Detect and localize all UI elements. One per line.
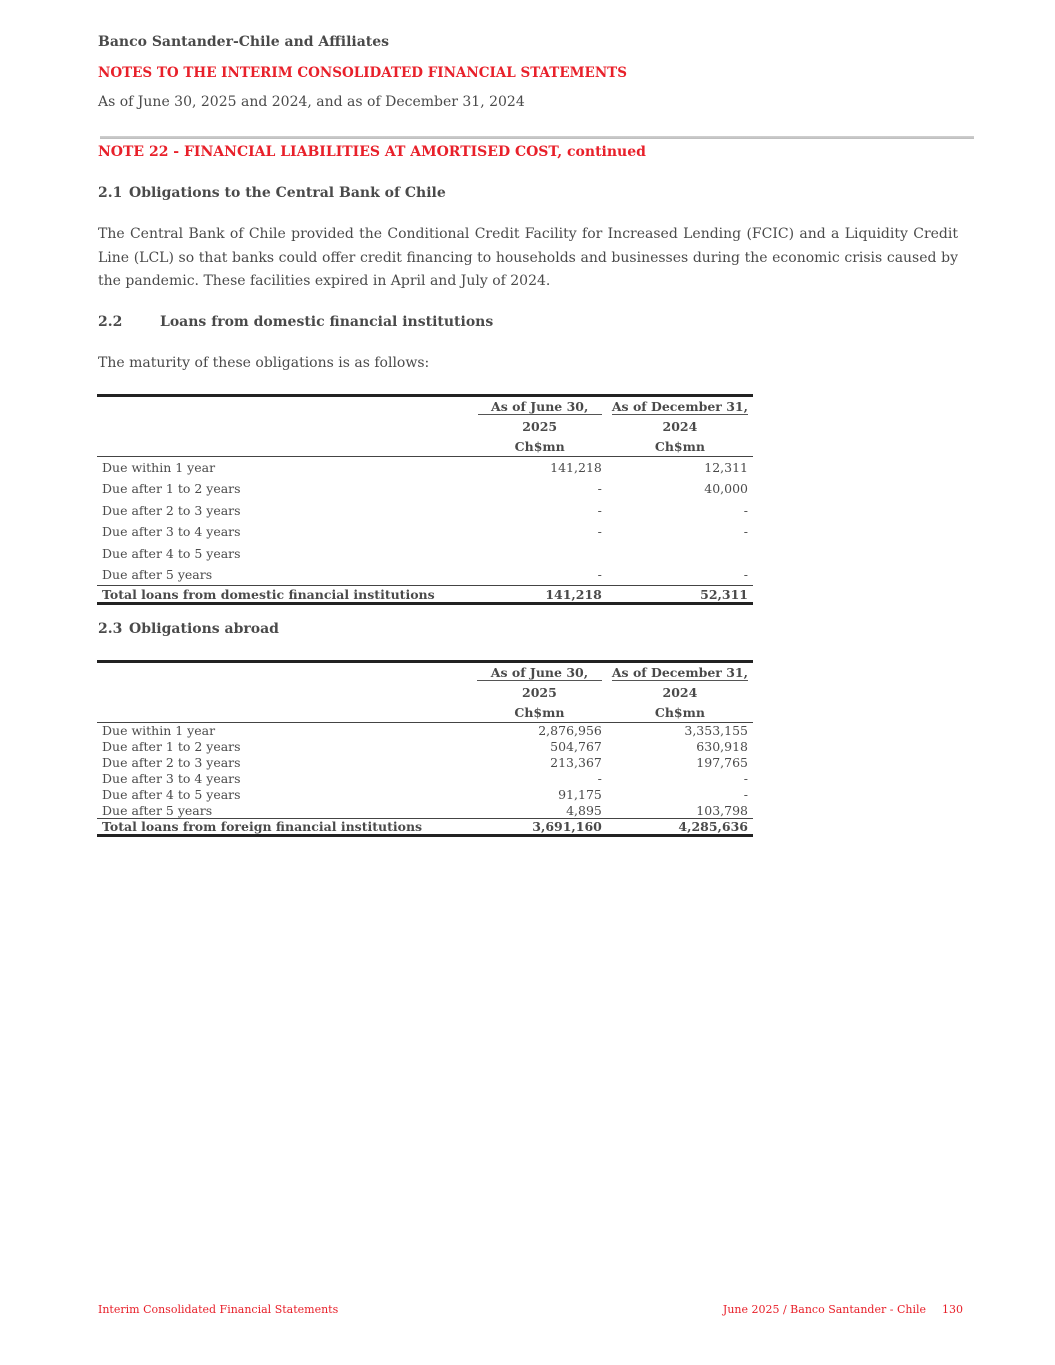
col-unit-2025: Ch$mn — [472, 703, 607, 723]
col-unit-2024: Ch$mn — [607, 703, 753, 723]
table-row: Due after 1 to 2 years 504,767 630,918 — [102, 739, 748, 754]
company-name: Banco Santander-Chile and Affiliates — [98, 34, 390, 50]
col-year-2025: 2025 — [522, 685, 557, 700]
section-23-heading — [98, 621, 279, 637]
table-row: Due within 1 year 2,876,956 3,353,155 — [102, 723, 748, 739]
table-row: Due within 1 year 141,218 12,311 — [102, 460, 748, 475]
section-23-number: 2.3 — [98, 621, 123, 637]
header-divider — [100, 136, 974, 139]
report-period: As of June 30, 2025 and 2024, and as of December 31, 2024 — [98, 94, 525, 110]
notes-title: NOTES TO THE INTERIM CONSOLIDATED FINANCIAL STATEMENTS — [98, 65, 627, 81]
page-number: 130 — [942, 1303, 963, 1316]
section-22-intro: The maturity of these obligations is as follows: — [98, 355, 430, 371]
col-year-2024: 2024 — [662, 419, 698, 434]
section-21-heading — [98, 185, 446, 201]
table-row: Due after 5 years 4,895 103,798 — [102, 802, 748, 818]
col-unit-2024: Ch$mn — [607, 437, 753, 457]
table-row: Due after 4 to 5 years 91,175 - — [102, 787, 748, 802]
footer-left: Interim Consolidated Financial Statements — [98, 1303, 339, 1316]
foreign-loans-table — [97, 660, 753, 837]
section-22-number: 2.2 — [98, 314, 123, 330]
total-row: Total loans from domestic financial institutions 141,218 52,311 — [97, 586, 753, 604]
col-year-2025: 2025 — [522, 419, 558, 434]
table-row: Due after 2 to 3 years - - — [102, 502, 748, 518]
section-22-heading — [98, 314, 493, 330]
col-header-june: As of June 30, — [472, 662, 607, 683]
section-23-title: Obligations abroad — [129, 621, 279, 637]
domestic-loans-table — [97, 394, 753, 605]
footer-right-text: June 2025 / Banco Santander - Chile — [722, 1303, 926, 1316]
col-year-2024: 2024 — [662, 685, 698, 700]
col-header-june: As of June 30, — [473, 396, 607, 417]
table-row: Due after 4 to 5 years — [102, 545, 241, 561]
table-row: Due after 3 to 4 years - - — [102, 524, 748, 540]
note-title: NOTE 22 - FINANCIAL LIABILITIES AT AMORTISED COST, continued — [98, 144, 646, 160]
total-row: Total loans from foreign financial institutions 3,691,160 4,285,636 — [97, 819, 753, 836]
col-header-december: As of December 31, — [611, 664, 748, 680]
section-21-paragraph: The Central Bank of Chile provided the Conditional Credit Facility for Increased Lending (FCIC) and a Liquidity Credit Line (LCL) so that banks could offer credit financing to households and businesses during the economic crisis caused by the pandemic. These facilities expired in April and July of 2024. — [98, 226, 958, 289]
table-row: Due after 3 to 4 years - - — [102, 771, 748, 786]
table-row: Due after 2 to 3 years 213,367 197,765 — [102, 755, 748, 770]
table-row: Due after 1 to 2 years - 40,000 — [102, 481, 748, 497]
section-21-number: 2.1 — [98, 185, 123, 201]
col-header-december: As of December 31, — [611, 398, 748, 414]
col-unit-2025: Ch$mn — [473, 437, 607, 457]
section-21-title: Obligations to the Central Bank of Chile — [129, 185, 446, 201]
footer-right — [723, 1303, 963, 1316]
section-22-title: Loans from domestic financial institutions — [160, 314, 494, 330]
table-row: Due after 5 years - - — [102, 567, 748, 582]
